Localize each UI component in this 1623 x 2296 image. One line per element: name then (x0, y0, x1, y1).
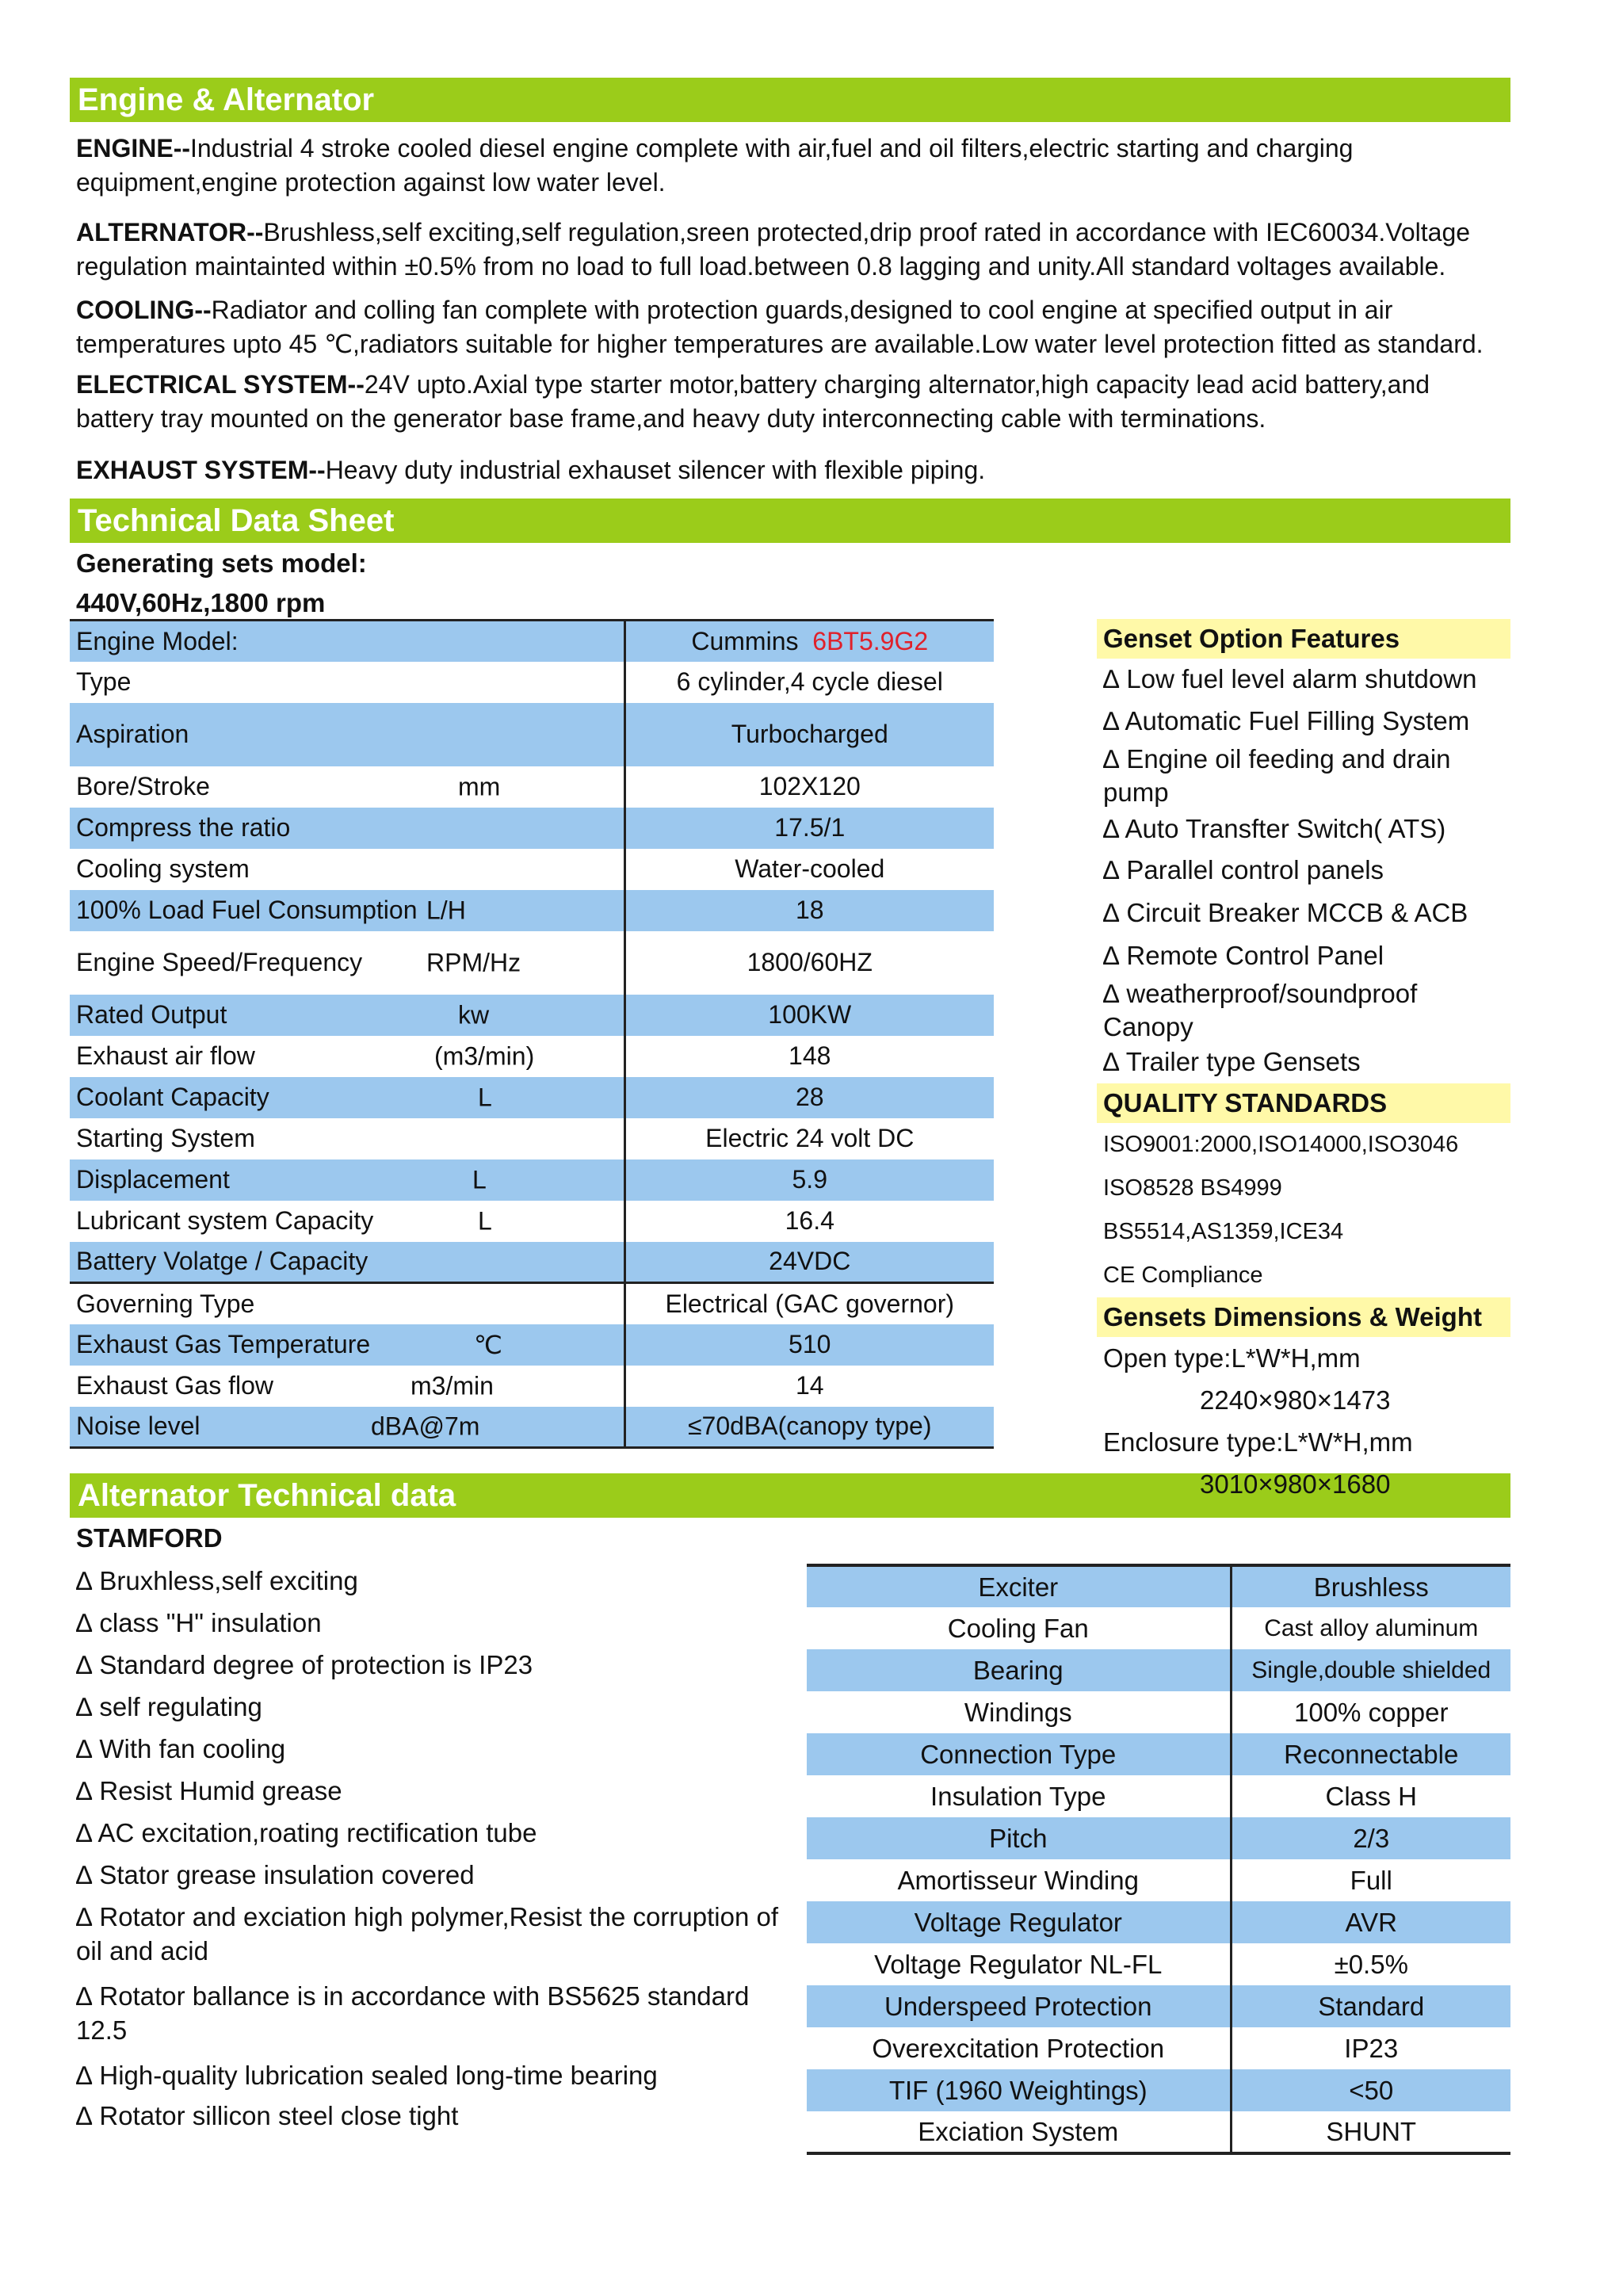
option-item: ∆ Automatic Fuel Filling System (1103, 706, 1470, 735)
spec-value: ±0.5% (1231, 1943, 1510, 1985)
row-value: 14 (624, 1366, 994, 1407)
spec-key: Bearing (807, 1649, 1231, 1691)
para-label: COOLING-- (76, 296, 212, 324)
quality-list (1097, 1123, 1510, 1297)
row-label-text: Exhaust Gas Temperature (76, 1330, 371, 1358)
table-row (807, 1859, 1510, 1901)
row-label (70, 995, 624, 1036)
spec-key: Voltage Regulator NL-FL (874, 1949, 1163, 1979)
table-row (70, 1036, 994, 1077)
row-value: ≤70dBA(canopy type) (624, 1407, 994, 1448)
feature-item: ∆ Rotator and exciation high polymer,Resist the corruption of oil and acid (76, 1902, 778, 1966)
spec-key: Exciation System (807, 2111, 1231, 2153)
spec-value: AVR (1231, 1901, 1510, 1943)
row-value: 5.9 (624, 1159, 994, 1201)
tech-table (70, 619, 994, 1449)
electrical-paragraph (76, 368, 1503, 436)
feature-item: ∆ High-quality lubrication sealed long-time bearing (76, 2061, 658, 2090)
spec-value: Reconnectable (1231, 1733, 1510, 1775)
spec-value: IP23 (1231, 2027, 1510, 2069)
feature-item: ∆ Stator grease insulation covered (76, 1860, 475, 1889)
row-label (70, 1366, 624, 1407)
spec-key: Connection Type (807, 1733, 1231, 1775)
row-label (70, 808, 624, 849)
table-row (807, 1565, 1510, 1607)
row-value: 148 (624, 1036, 994, 1077)
row-label (70, 1036, 624, 1077)
row-label-text: Compress the ratio (76, 813, 291, 842)
table-row (70, 703, 994, 766)
section-header-alternator: Alternator Technical data (70, 1473, 1510, 1518)
row-unit: m3/min (411, 1371, 494, 1400)
table-row (70, 1159, 994, 1201)
section-header-engine: Engine & Alternator (70, 78, 1510, 122)
table-row (807, 1943, 1510, 1985)
exhaust-paragraph (76, 453, 1503, 487)
table-row (70, 849, 994, 890)
spec-value: Full (1231, 1859, 1510, 1901)
row-value (624, 621, 994, 662)
para-label: ELECTRICAL SYSTEM-- (76, 370, 365, 399)
table-row (70, 1366, 994, 1407)
side-panel (1097, 619, 1510, 1505)
spec-key: Overexcitation Protection (872, 2033, 1165, 2063)
option-item: ∆ Auto Transfter Switch( ATS) (1103, 814, 1446, 843)
table-row (70, 995, 994, 1036)
option-item: ∆ Engine oil feeding and drain pump (1103, 744, 1451, 807)
row-value: 16.4 (624, 1201, 994, 1242)
option-item: ∆ Low fuel level alarm shutdown (1103, 664, 1477, 693)
engine-code: 6BT5.9G2 (812, 626, 929, 655)
row-label (70, 1077, 624, 1118)
feature-item: ∆ Resist Humid grease (76, 1776, 342, 1805)
table-row (807, 2027, 1510, 2069)
row-value: Electrical (GAC governor) (624, 1283, 994, 1324)
row-value: 102X120 (624, 766, 994, 808)
row-label-text: Noise level (76, 1412, 200, 1441)
row-label (70, 1407, 624, 1448)
section-header-tech: Technical Data Sheet (70, 499, 1510, 543)
spec-key: Exciter (807, 1565, 1231, 1607)
row-unit: (m3/min) (434, 1041, 535, 1070)
row-label-text: Cooling system (76, 854, 250, 883)
para-text: Brushless,self exciting,self regulation,sreen protected,drip proof rated in accordance with IEC60034.Voltage regulation maintainted within ±0.5% from no load to full load.between 0.8 lagging and unity.All standard voltages available. (76, 218, 1471, 281)
spec-value: 100% copper (1231, 1691, 1510, 1733)
spec-key: Pitch (807, 1817, 1231, 1859)
row-unit: mm (458, 772, 501, 800)
table-row (70, 1283, 994, 1324)
row-unit: L (478, 1206, 492, 1235)
table-row (807, 2069, 1510, 2111)
para-label: EXHAUST SYSTEM-- (76, 456, 326, 484)
alternator-brand: STAMFORD (76, 1523, 223, 1553)
row-value: 510 (624, 1324, 994, 1366)
open-type-value: 2240×980×1473 (1200, 1385, 1391, 1415)
row-label-text: Starting System (76, 1124, 255, 1152)
option-item: ∆ Circuit Breaker MCCB & ACB (1103, 898, 1468, 927)
para-text: 24V upto.Axial type starter motor,battery charging alternator,high capacity lead acid battery,and battery tray mounted on the generator base frame,and heavy duty interconnecting cable with terminations. (76, 370, 1430, 433)
spec-key: TIF (1960 Weightings) (807, 2069, 1231, 2111)
table-row (807, 2111, 1510, 2153)
spec-value: 2/3 (1231, 1817, 1510, 1859)
row-value: 28 (624, 1077, 994, 1118)
table-row (807, 1691, 1510, 1733)
feature-item: ∆ Rotator ballance is in accordance with BS5625 standard 12.5 (76, 1981, 750, 2045)
row-value: Turbocharged (624, 703, 994, 766)
row-value: 6 cylinder,4 cycle diesel (624, 662, 994, 703)
row-unit: kw (458, 1000, 490, 1029)
row-label-text: Coolant Capacity (76, 1083, 269, 1111)
row-label (70, 1118, 624, 1159)
row-value: 18 (624, 890, 994, 931)
row-value: 24VDC (624, 1242, 994, 1283)
row-label-text: Type (76, 667, 132, 696)
quality-item: CE Compliance (1103, 1263, 1263, 1288)
option-item: ∆ Remote Control Panel (1103, 941, 1384, 970)
feature-item: ∆ With fan cooling (76, 1734, 286, 1763)
para-text: Industrial 4 stroke cooled diesel engine complete with air,fuel and oil filters,electric starting and charging equipment,engine protection against low water level. (76, 134, 1354, 197)
open-type-label: Open type:L*W*H,mm (1103, 1343, 1361, 1373)
quality-item: ISO9001:2000,ISO14000,ISO3046 (1103, 1132, 1459, 1157)
alternator-spec-table (807, 1564, 1510, 2155)
spec-value: SHUNT (1231, 2111, 1510, 2153)
table-row (70, 1324, 994, 1366)
row-label-text: Aspiration (76, 720, 189, 748)
table-row (807, 1649, 1510, 1691)
table-row (70, 1407, 994, 1448)
row-label-text: Rated Output (76, 1000, 227, 1029)
model-label: Generating sets model: (76, 548, 367, 578)
row-label-text: Lubricant system Capacity (76, 1206, 374, 1235)
row-unit: dBA@7m (371, 1412, 480, 1441)
enclosure-type-label: Enclosure type:L*W*H,mm (1103, 1427, 1413, 1457)
table-row (70, 1242, 994, 1283)
option-item: ∆ weatherproof/soundproof Canopy (1103, 979, 1418, 1041)
row-unit: L/H (426, 896, 466, 924)
spec-value: Standard (1231, 1985, 1510, 2027)
row-label (70, 662, 624, 703)
alternator-features (76, 1564, 805, 2139)
datasheet-page (70, 78, 1510, 2215)
feature-item: ∆ class "H" insulation (76, 1608, 322, 1637)
quality-item: ISO8528 BS4999 (1103, 1175, 1282, 1201)
spec-key: Amortisseur Winding (897, 1865, 1139, 1895)
row-label-text: Displacement (76, 1165, 230, 1194)
row-label: Engine Model: (70, 621, 624, 662)
spec-key: Insulation Type (930, 1781, 1106, 1811)
row-label (70, 766, 624, 808)
row-unit: ℃ (474, 1330, 502, 1359)
table-row (807, 1733, 1510, 1775)
table-row (807, 1901, 1510, 1943)
spec-key: Voltage Regulator (807, 1901, 1231, 1943)
row-label (70, 1201, 624, 1242)
para-text: Radiator and colling fan complete with protection guards,designed to cool engine at specified output in air temperatures upto 45 ℃,radiators suitable for higher temperatures are available.Low water level protection fitted as standard. (76, 296, 1484, 358)
spec-value: Class H (1231, 1775, 1510, 1817)
feature-item: ∆ self regulating (76, 1692, 262, 1721)
quality-item: BS5514,AS1359,ICE34 (1103, 1219, 1344, 1244)
feature-item: ∆ Standard degree of protection is IP23 (76, 1650, 533, 1679)
table-row (807, 1775, 1510, 1817)
table-row (807, 1817, 1510, 1859)
table-row (807, 1607, 1510, 1649)
option-item: ∆ Parallel control panels (1103, 855, 1384, 884)
row-label (70, 890, 624, 931)
feature-item: ∆ Rotator sillicon steel close tight (76, 2101, 459, 2130)
table-row (70, 890, 994, 931)
table-row (70, 1201, 994, 1242)
options-title: Genset Option Features (1097, 619, 1510, 659)
spec-key: Windings (964, 1697, 1072, 1727)
row-label-text: Governing Type (76, 1289, 255, 1318)
para-text: Heavy duty industrial exhauset silencer with flexible piping. (325, 456, 986, 484)
row-label (70, 703, 624, 766)
alternator-section (70, 1518, 1510, 2215)
dimensions-title: Gensets Dimensions & Weight (1097, 1297, 1510, 1337)
row-label-text: 100% Load Fuel Consumption (76, 896, 418, 924)
row-label (70, 849, 624, 890)
model-spec: 440V,60Hz,1800 rpm (76, 588, 326, 617)
row-value: 1800/60HZ (624, 931, 994, 995)
spec-value: Brushless (1231, 1565, 1510, 1607)
row-label (70, 1283, 624, 1324)
row-label-text: Bore/Stroke (76, 772, 210, 800)
table-row (807, 1985, 1510, 2027)
row-label (70, 1159, 624, 1201)
engine-paragraph (76, 132, 1503, 200)
table-row (70, 1118, 994, 1159)
row-label (70, 1242, 624, 1283)
row-value: 17.5/1 (624, 808, 994, 849)
spec-value: Cast alloy aluminum (1231, 1607, 1510, 1649)
spec-key: Underspeed Protection (807, 1985, 1231, 2027)
option-item: ∆ Trailer type Gensets (1103, 1047, 1361, 1076)
alternator-paragraph (76, 216, 1503, 284)
engine-brand: Cummins (691, 626, 799, 655)
enclosure-type-value: 3010×980×1680 (1200, 1469, 1391, 1499)
row-value: 100KW (624, 995, 994, 1036)
row-label-text: Exhaust air flow (76, 1041, 255, 1070)
row-unit: L (472, 1165, 487, 1194)
row-label (70, 931, 624, 995)
spec-value: <50 (1231, 2069, 1510, 2111)
row-label-text: Exhaust Gas flow (76, 1371, 273, 1400)
cooling-paragraph (76, 293, 1503, 361)
table-row (70, 808, 994, 849)
row-unit: L (478, 1083, 492, 1111)
row-label (70, 1324, 624, 1366)
feature-item: ∆ AC excitation,roating rectification tube (76, 1818, 537, 1847)
row-label-text: Battery Volatge / Capacity (76, 1247, 369, 1276)
spec-value: Single,double shielded (1231, 1649, 1510, 1691)
quality-title: QUALITY STANDARDS (1097, 1083, 1510, 1123)
row-value: Electric 24 volt DC (624, 1118, 994, 1159)
spec-key: Cooling Fan (947, 1613, 1089, 1643)
table-row (70, 931, 994, 995)
table-row (70, 1077, 994, 1118)
table-row (70, 766, 994, 808)
row-label-text: Engine Speed/Frequency (76, 948, 363, 976)
row-value: Water-cooled (624, 849, 994, 890)
para-label: ENGINE-- (76, 134, 190, 162)
table-row (70, 621, 994, 662)
feature-item: ∆ Bruxhless,self exciting (76, 1566, 358, 1595)
row-unit: RPM/Hz (426, 948, 521, 976)
table-row (70, 662, 994, 703)
para-label: ALTERNATOR-- (76, 218, 264, 246)
options-list (1097, 659, 1510, 1080)
